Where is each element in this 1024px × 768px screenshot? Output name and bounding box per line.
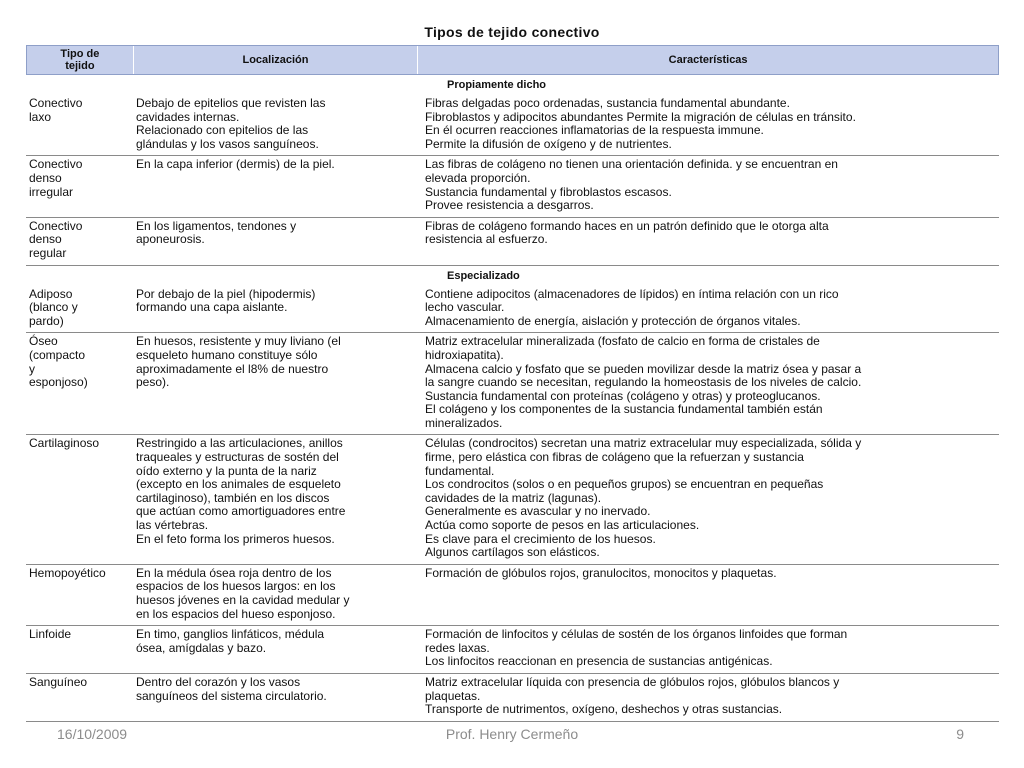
cell-tissue-type-line: regular	[29, 245, 67, 260]
cell-characteristics-line: elevada proporción.	[425, 170, 531, 185]
cell-location-line: En timo, ganglios linfáticos, médula	[136, 627, 325, 642]
cell-tissue-type	[26, 156, 132, 216]
table-row	[26, 95, 999, 156]
cell-location	[132, 565, 417, 625]
table-row	[26, 565, 999, 626]
table-row	[26, 626, 999, 674]
cell-location-line: que actúan como amortiguadores entre	[136, 504, 346, 519]
cell-location-line: sanguíneos del sistema circulatorio.	[136, 688, 327, 703]
cell-characteristics-line: Es clave para el crecimiento de los huesos.	[425, 531, 656, 546]
table-row	[26, 156, 999, 217]
table-header	[26, 45, 999, 75]
connective-tissue-table	[26, 45, 999, 722]
header-characteristics: Características	[417, 46, 998, 74]
cell-tissue-type	[26, 286, 132, 333]
cell-location-line: las vértebras.	[136, 518, 209, 533]
cell-tissue-type-line: y	[29, 361, 35, 376]
rows-specialized	[26, 286, 999, 722]
cell-tissue-type-line: Conectivo	[29, 96, 83, 110]
cell-tissue-type	[26, 626, 132, 673]
cell-characteristics-line: Almacenamiento de energía, aislación y protección de órganos vitales.	[425, 313, 801, 328]
table-row	[26, 286, 999, 334]
cell-characteristics-line: Sustancia fundamental con proteínas (colágeno y otras) y proteoglucanos.	[425, 388, 821, 403]
cell-location-line: aponeurosis.	[136, 232, 205, 247]
cell-location-line: aproximadamente el l8% de nuestro	[136, 361, 329, 376]
cell-characteristics-line: Los linfocitos reaccionan en presencia de sustancias antigénicas.	[425, 654, 773, 669]
cell-tissue-type-line: Conectivo	[29, 157, 83, 172]
cell-location-line: Dentro del corazón y los vasos	[136, 674, 301, 689]
cell-location-line: traqueales y estructuras de sostén del	[136, 450, 339, 465]
cell-tissue-type-line: Hemopoyético	[29, 565, 106, 580]
cell-characteristics	[417, 333, 999, 434]
cell-tissue-type	[26, 435, 132, 563]
cell-characteristics-line: la sangre cuando se necesitan, regulando la homeostasis de los niveles de calcio.	[425, 375, 862, 390]
cell-characteristics-line: Fibras delgadas poco ordenadas, sustancia fundamental abundante.	[425, 96, 790, 110]
cell-characteristics-line: Actúa como soporte de pesos en las articulaciones.	[425, 518, 700, 533]
cell-characteristics-line: En él ocurren reacciones inflamatorias de la respuesta immune.	[425, 123, 764, 138]
cell-location-line: cartilaginoso), también en los discos	[136, 490, 330, 505]
cell-tissue-type	[26, 674, 132, 721]
cell-location	[132, 95, 417, 155]
cell-location-line: En la capa inferior (dermis) de la piel.	[136, 157, 335, 172]
cell-characteristics-line: Células (condrocitos) secretan una matriz extracelular muy especializada, sólida y	[425, 436, 862, 451]
cell-characteristics-line: Generalmente es avascular y no inervado.	[425, 504, 651, 519]
cell-tissue-type-line: esponjoso)	[29, 375, 88, 390]
cell-characteristics-line: plaquetas.	[425, 688, 481, 703]
cell-location-line: Relacionado con epitelios de las	[136, 123, 309, 138]
cell-tissue-type-line: pardo)	[29, 313, 64, 328]
cell-tissue-type-line: Adiposo	[29, 286, 73, 301]
cell-characteristics-line: Almacena calcio y fosfato que se pueden movilizar desde la matriz ósea y pasar a	[425, 361, 862, 376]
header-location: Localización	[133, 46, 417, 74]
cell-characteristics	[417, 286, 999, 333]
cell-tissue-type	[26, 95, 132, 155]
cell-location-line: peso).	[136, 375, 170, 390]
cell-tissue-type-line: irregular	[29, 184, 74, 199]
cell-characteristics-line: Fibras de colágeno formando haces en un patrón definido que le otorga alta	[425, 218, 829, 233]
footer-author: Prof. Henry Cermeño	[445, 726, 579, 742]
cell-characteristics-line: hidroxiapatita).	[425, 347, 504, 362]
table-row	[26, 435, 999, 564]
cell-characteristics-line: firme, pero elástica con fibras de colágeno que la refuerzan y sustancia	[425, 450, 804, 465]
rows-proper	[26, 95, 999, 266]
cell-characteristics-line: Fibroblastos y adipocitos abundantes Permite la migración de células en tránsito.	[425, 109, 856, 124]
cell-characteristics-line: Contiene adipocitos (almacenadores de lípidos) en íntima relación con un rico	[425, 286, 839, 301]
cell-location-line: huesos jóvenes en la cavidad medular y	[136, 593, 350, 607]
cell-tissue-type-line: denso	[29, 232, 62, 247]
cell-tissue-type-line: Óseo	[29, 334, 58, 349]
cell-location-line: En huesos, resistente y muy liviano (el	[136, 334, 341, 349]
cell-tissue-type-line: (blanco y	[29, 300, 78, 315]
cell-location	[132, 435, 417, 563]
cell-location-line: En el feto forma los primeros huesos.	[136, 531, 335, 546]
cell-characteristics-line: cavidades de la matriz (lagunas).	[425, 490, 602, 505]
cell-location-line: en los espacios del hueso esponjoso.	[136, 606, 336, 621]
table-row	[26, 218, 999, 266]
footer-page-number: 9	[956, 726, 964, 742]
cell-characteristics-line: Algunos cartílagos son elásticos.	[425, 545, 600, 560]
cell-location-line: Por debajo de la piel (hipodermis)	[136, 286, 316, 301]
cell-tissue-type-line: (compacto	[29, 347, 86, 362]
cell-characteristics-line: El colágeno y los componentes de la sustancia fundamental también están	[425, 402, 823, 417]
cell-characteristics-line: Permite la difusión de oxígeno y de nutrientes.	[425, 136, 672, 151]
cell-characteristics-line: Sustancia fundamental y fibroblastos escasos.	[425, 184, 672, 199]
cell-characteristics	[417, 95, 999, 155]
cell-characteristics-line: Los condrocitos (solos o en pequeños grupos) se encuentran en pequeñas	[425, 477, 824, 492]
cell-location	[132, 286, 417, 333]
cell-characteristics	[417, 218, 999, 265]
cell-characteristics-line: mineralizados.	[425, 415, 503, 430]
cell-characteristics-line: lecho vascular.	[425, 300, 505, 315]
cell-tissue-type-line: Cartilaginoso	[29, 436, 100, 451]
cell-characteristics-line: redes laxas.	[425, 640, 490, 655]
cell-characteristics-line: Provee resistencia a desgarros.	[425, 198, 594, 213]
cell-characteristics-line: Matriz extracelular mineralizada (fosfato de calcio en forma de cristales de	[425, 334, 820, 349]
section-heading-specialized: Especializado	[447, 269, 520, 282]
cell-location-line: oído externo y la punta de la nariz	[136, 463, 317, 478]
cell-location-line: En la médula ósea roja dentro de los	[136, 565, 332, 580]
cell-tissue-type-line: Sanguíneo	[29, 674, 88, 689]
cell-tissue-type-line: Linfoide	[29, 627, 72, 642]
header-type-label	[60, 48, 99, 72]
footer-date: 16/10/2009	[57, 726, 128, 742]
cell-tissue-type	[26, 218, 132, 265]
cell-tissue-type	[26, 333, 132, 434]
cell-characteristics	[417, 156, 999, 216]
cell-location-line: glándulas y los vasos sanguíneos.	[136, 136, 319, 151]
cell-characteristics-line: Transporte de nutrimentos, oxígeno, deshechos y otras sustancias.	[425, 702, 783, 717]
section-heading-proper: Propiamente dicho	[447, 79, 547, 91]
cell-characteristics-line: fundamental.	[425, 463, 495, 478]
cell-characteristics-line: Las fibras de colágeno no tienen una orientación definida. y se encuentran en	[425, 157, 838, 172]
cell-location-line: formando una capa aislante.	[136, 300, 288, 315]
header-type	[27, 46, 133, 74]
cell-characteristics-line: resistencia al esfuerzo.	[425, 232, 548, 247]
cell-characteristics	[417, 565, 999, 625]
cell-location	[132, 674, 417, 721]
table-row	[26, 333, 999, 435]
cell-tissue-type-line: denso	[29, 170, 62, 185]
table-row	[26, 674, 999, 722]
cell-location-line: esqueleto humano constituye sólo	[136, 347, 318, 362]
header-type-line: tejido	[65, 60, 95, 72]
cell-characteristics	[417, 435, 999, 563]
cell-characteristics	[417, 674, 999, 721]
cell-tissue-type-line: laxo	[29, 109, 52, 124]
cell-location-line: (excepto en los animales de esqueleto	[136, 477, 341, 492]
cell-tissue-type	[26, 565, 132, 625]
cell-location-line: En los ligamentos, tendones y	[136, 218, 297, 233]
cell-location-line: cavidades internas.	[136, 109, 240, 124]
cell-tissue-type-line: Conectivo	[29, 218, 83, 233]
cell-location-line: ósea, amígdalas y bazo.	[136, 640, 267, 655]
cell-location-line: Restringido a las articulaciones, anillos	[136, 436, 343, 451]
cell-characteristics-line: Formación de glóbulos rojos, granulocitos, monocitos y plaquetas.	[425, 565, 777, 580]
cell-characteristics-line: Matriz extracelular líquida con presencia de glóbulos rojos, glóbulos blancos y	[425, 674, 840, 689]
cell-characteristics	[417, 626, 999, 673]
header-type-line: Tipo de	[60, 48, 100, 60]
cell-location	[132, 218, 417, 265]
cell-location	[132, 626, 417, 673]
cell-location-line: Debajo de epitelios que revisten las	[136, 96, 326, 110]
slide-title: Tipos de tejido conectivo	[424, 24, 600, 40]
cell-characteristics-line: Formación de linfocitos y células de sostén de los órganos linfoides que forman	[425, 627, 848, 642]
cell-location	[132, 333, 417, 434]
cell-location-line: espacios de los huesos largos: en los	[136, 579, 336, 594]
cell-location	[132, 156, 417, 216]
